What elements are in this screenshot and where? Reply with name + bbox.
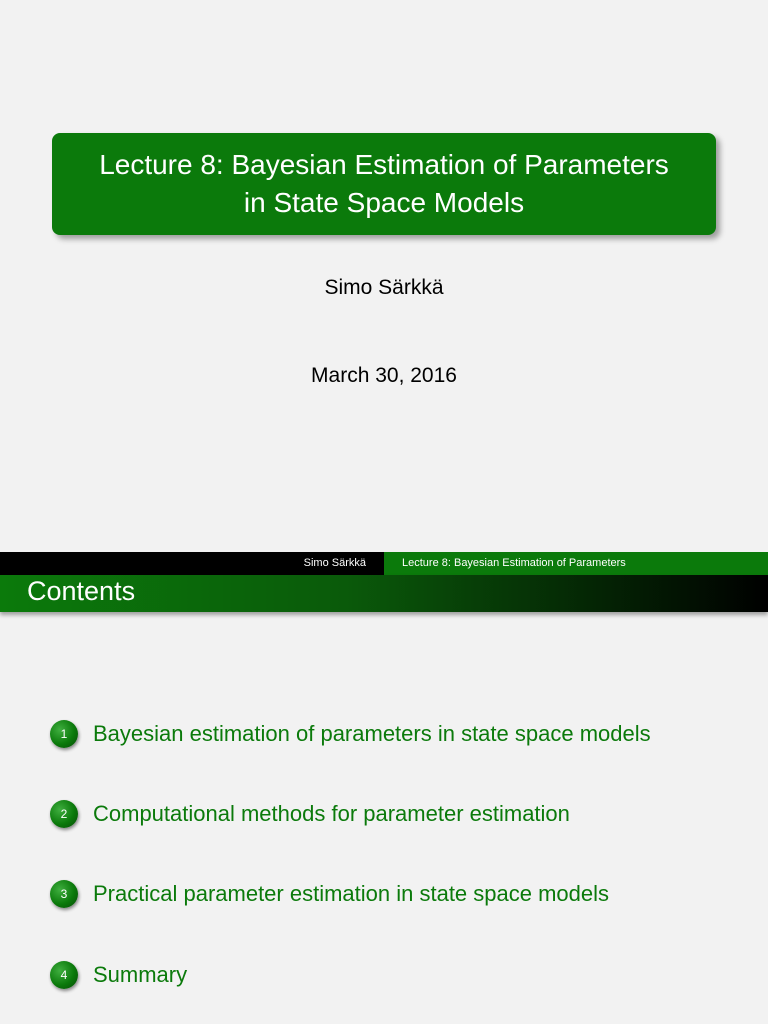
toc-label-1[interactable]: Bayesian estimation of parameters in state space models [93, 721, 651, 746]
toc-bullet-2: 2 [50, 800, 78, 828]
footline-author: Simo Särkkä [0, 552, 384, 575]
toc-label-4[interactable]: Summary [93, 962, 188, 987]
toc-bullet-4: 4 [50, 961, 78, 989]
toc-bullet-3: 3 [50, 880, 78, 908]
lecture-date: March 30, 2016 [311, 364, 457, 387]
toc-item-4[interactable] [50, 960, 187, 990]
toc-item-3[interactable] [50, 879, 609, 909]
table-of-contents [0, 612, 768, 1024]
toc-item-2[interactable] [50, 799, 570, 829]
footline-title: Lecture 8: Bayesian Estimation of Parameters [384, 552, 768, 575]
toc-item-1[interactable] [50, 719, 651, 749]
lecture-title-line-2: in State Space Models [243, 187, 525, 218]
title-box [52, 133, 716, 235]
toc-label-2[interactable]: Computational methods for parameter estimation [93, 801, 570, 826]
toc-label-3[interactable]: Practical parameter estimation in state space models [93, 881, 610, 906]
lecture-title-line-1: Lecture 8: Bayesian Estimation of Parameters [99, 149, 669, 180]
author-name: Simo Särkkä [324, 276, 444, 299]
toc-bullet-1: 1 [50, 720, 78, 748]
frame-title: Contents [0, 575, 768, 612]
lecture-title [99, 146, 669, 222]
footline [0, 552, 768, 575]
